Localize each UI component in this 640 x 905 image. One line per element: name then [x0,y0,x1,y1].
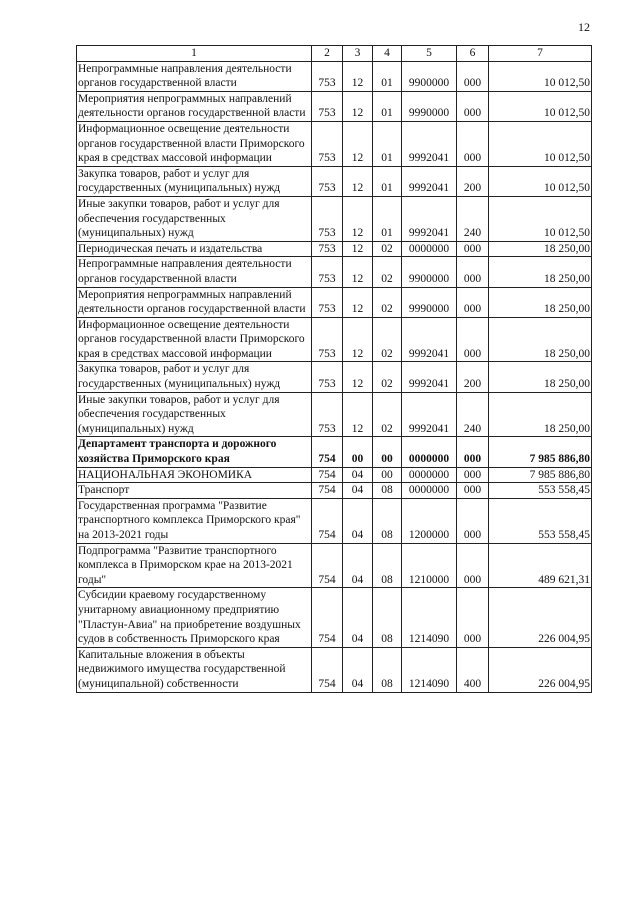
target-article-cell: 0000000 [402,437,457,467]
expense-type-cell: 000 [457,588,489,647]
row-name-cell: Закупка товаров, работ и услуг для государственных (муниципальных) нужд [77,362,312,392]
budget-table [76,45,592,693]
amount-cell: 553 558,45 [489,498,592,543]
section-code-cell: 12 [343,287,373,317]
row-name-cell: Информационное освещение деятельности органов государственной власти Приморского края в средствах массовой информации [77,317,312,362]
expense-type-cell: 240 [457,196,489,241]
row-name-cell: Мероприятия непрограммных направлений деятельности органов государственной власти [77,91,312,121]
amount-cell: 10 012,50 [489,121,592,166]
section-code-cell: 00 [343,437,373,467]
subsection-code-cell: 02 [373,257,402,287]
row-name-cell: Иные закупки товаров, работ и услуг для обеспечения государственных (муниципальных) нужд [77,196,312,241]
admin-code-cell: 754 [312,498,343,543]
section-code-cell: 04 [343,588,373,647]
section-code-cell: 12 [343,166,373,196]
expense-type-cell: 000 [457,287,489,317]
amount-cell: 7 985 886,80 [489,467,592,483]
subsection-code-cell: 08 [373,543,402,588]
target-article-cell: 9992041 [402,392,457,437]
expense-type-cell: 000 [457,498,489,543]
target-article-cell: 9992041 [402,196,457,241]
row-name-cell: Транспорт [77,483,312,499]
row-name-cell: Капитальные вложения в объекты недвижимого имущества государственной (муниципальной) собственности [77,647,312,692]
admin-code-cell: 754 [312,437,343,467]
amount-cell: 7 985 886,80 [489,437,592,467]
subsection-code-cell: 02 [373,241,402,257]
section-code-cell: 04 [343,543,373,588]
admin-code-cell: 754 [312,647,343,692]
admin-code-cell: 753 [312,166,343,196]
section-code-cell: 12 [343,121,373,166]
target-article-cell: 1214090 [402,647,457,692]
section-code-cell: 12 [343,241,373,257]
header-cell: 5 [402,46,457,62]
section-code-cell: 04 [343,498,373,543]
target-article-cell: 0000000 [402,483,457,499]
expense-type-cell: 000 [457,241,489,257]
table-row [77,196,592,241]
target-article-cell: 0000000 [402,467,457,483]
admin-code-cell: 753 [312,121,343,166]
expense-type-cell: 200 [457,362,489,392]
table-row [77,467,592,483]
table-row [77,91,592,121]
header-cell: 4 [373,46,402,62]
table-row [77,257,592,287]
subsection-code-cell: 08 [373,483,402,499]
table-row [77,498,592,543]
target-article-cell: 9992041 [402,166,457,196]
admin-code-cell: 753 [312,362,343,392]
table-row [77,121,592,166]
target-article-cell: 1214090 [402,588,457,647]
table-header-row [77,46,592,62]
expense-type-cell: 400 [457,647,489,692]
amount-cell: 10 012,50 [489,91,592,121]
expense-type-cell: 000 [457,257,489,287]
subsection-code-cell: 02 [373,362,402,392]
row-name-cell: НАЦИОНАЛЬНАЯ ЭКОНОМИКА [77,467,312,483]
subsection-code-cell: 02 [373,317,402,362]
row-name-cell: Мероприятия непрограммных направлений деятельности органов государственной власти [77,287,312,317]
subsection-code-cell: 01 [373,91,402,121]
expense-type-cell: 000 [457,437,489,467]
subsection-code-cell: 02 [373,392,402,437]
amount-cell: 18 250,00 [489,317,592,362]
expense-type-cell: 000 [457,543,489,588]
row-name-cell: Субсидии краевому государственному унитарному авиационному предприятию "Пластун-Авиа" на приобретение воздушных судов в собственность Приморского края [77,588,312,647]
expense-type-cell: 000 [457,121,489,166]
section-code-cell: 04 [343,647,373,692]
section-code-cell: 12 [343,91,373,121]
amount-cell: 18 250,00 [489,241,592,257]
row-name-cell: Периодическая печать и издательства [77,241,312,257]
target-article-cell: 9992041 [402,121,457,166]
admin-code-cell: 753 [312,287,343,317]
subsection-code-cell: 08 [373,588,402,647]
admin-code-cell: 754 [312,588,343,647]
table-row [77,647,592,692]
admin-code-cell: 753 [312,241,343,257]
subsection-code-cell: 01 [373,196,402,241]
row-name-cell: Непрограммные направления деятельности органов государственной власти [77,61,312,91]
expense-type-cell: 000 [457,483,489,499]
expense-type-cell: 200 [457,166,489,196]
table-row [77,483,592,499]
target-article-cell: 9900000 [402,61,457,91]
subsection-code-cell: 08 [373,498,402,543]
admin-code-cell: 753 [312,61,343,91]
header-cell: 7 [489,46,592,62]
target-article-cell: 9900000 [402,257,457,287]
subsection-code-cell: 01 [373,166,402,196]
section-code-cell: 04 [343,483,373,499]
expense-type-cell: 000 [457,467,489,483]
amount-cell: 18 250,00 [489,287,592,317]
row-name-cell: Департамент транспорта и дорожного хозяйства Приморского края [77,437,312,467]
row-name-cell: Информационное освещение деятельности органов государственной власти Приморского края в средствах массовой информации [77,121,312,166]
expense-type-cell: 000 [457,91,489,121]
section-code-cell: 12 [343,196,373,241]
expense-type-cell: 240 [457,392,489,437]
table-row [77,61,592,91]
admin-code-cell: 753 [312,392,343,437]
amount-cell: 10 012,50 [489,166,592,196]
table-row [77,437,592,467]
target-article-cell: 9992041 [402,362,457,392]
page-number: 12 [578,20,590,34]
table-row [77,241,592,257]
section-code-cell: 12 [343,362,373,392]
target-article-cell: 1210000 [402,543,457,588]
admin-code-cell: 753 [312,317,343,362]
table-row [77,362,592,392]
amount-cell: 489 621,31 [489,543,592,588]
section-code-cell: 12 [343,317,373,362]
target-article-cell: 9990000 [402,287,457,317]
amount-cell: 10 012,50 [489,61,592,91]
table-row [77,166,592,196]
amount-cell: 226 004,95 [489,647,592,692]
expense-type-cell: 000 [457,317,489,362]
header-cell: 6 [457,46,489,62]
expense-type-cell: 000 [457,61,489,91]
section-code-cell: 12 [343,61,373,91]
section-code-cell: 04 [343,467,373,483]
table-row [77,317,592,362]
subsection-code-cell: 08 [373,647,402,692]
admin-code-cell: 753 [312,91,343,121]
table-row [77,588,592,647]
subsection-code-cell: 00 [373,467,402,483]
table-row [77,392,592,437]
admin-code-cell: 754 [312,543,343,588]
table-row [77,287,592,317]
subsection-code-cell: 01 [373,121,402,166]
target-article-cell: 9992041 [402,317,457,362]
section-code-cell: 12 [343,392,373,437]
target-article-cell: 9990000 [402,91,457,121]
amount-cell: 553 558,45 [489,483,592,499]
row-name-cell: Подпрограмма "Развитие транспортного комплекса в Приморском крае на 2013-2021 годы" [77,543,312,588]
admin-code-cell: 754 [312,483,343,499]
subsection-code-cell: 01 [373,61,402,91]
amount-cell: 10 012,50 [489,196,592,241]
amount-cell: 18 250,00 [489,362,592,392]
row-name-cell: Государственная программа "Развитие транспортного комплекса Приморского края" на 2013-2021 годы [77,498,312,543]
header-cell: 1 [77,46,312,62]
target-article-cell: 0000000 [402,241,457,257]
admin-code-cell: 753 [312,196,343,241]
admin-code-cell: 754 [312,467,343,483]
row-name-cell: Иные закупки товаров, работ и услуг для обеспечения государственных (муниципальных) нужд [77,392,312,437]
section-code-cell: 12 [343,257,373,287]
subsection-code-cell: 00 [373,437,402,467]
header-cell: 2 [312,46,343,62]
row-name-cell: Непрограммные направления деятельности органов государственной власти [77,257,312,287]
subsection-code-cell: 02 [373,287,402,317]
amount-cell: 18 250,00 [489,257,592,287]
admin-code-cell: 753 [312,257,343,287]
amount-cell: 18 250,00 [489,392,592,437]
table-row [77,543,592,588]
row-name-cell: Закупка товаров, работ и услуг для государственных (муниципальных) нужд [77,166,312,196]
target-article-cell: 1200000 [402,498,457,543]
header-cell: 3 [343,46,373,62]
amount-cell: 226 004,95 [489,588,592,647]
